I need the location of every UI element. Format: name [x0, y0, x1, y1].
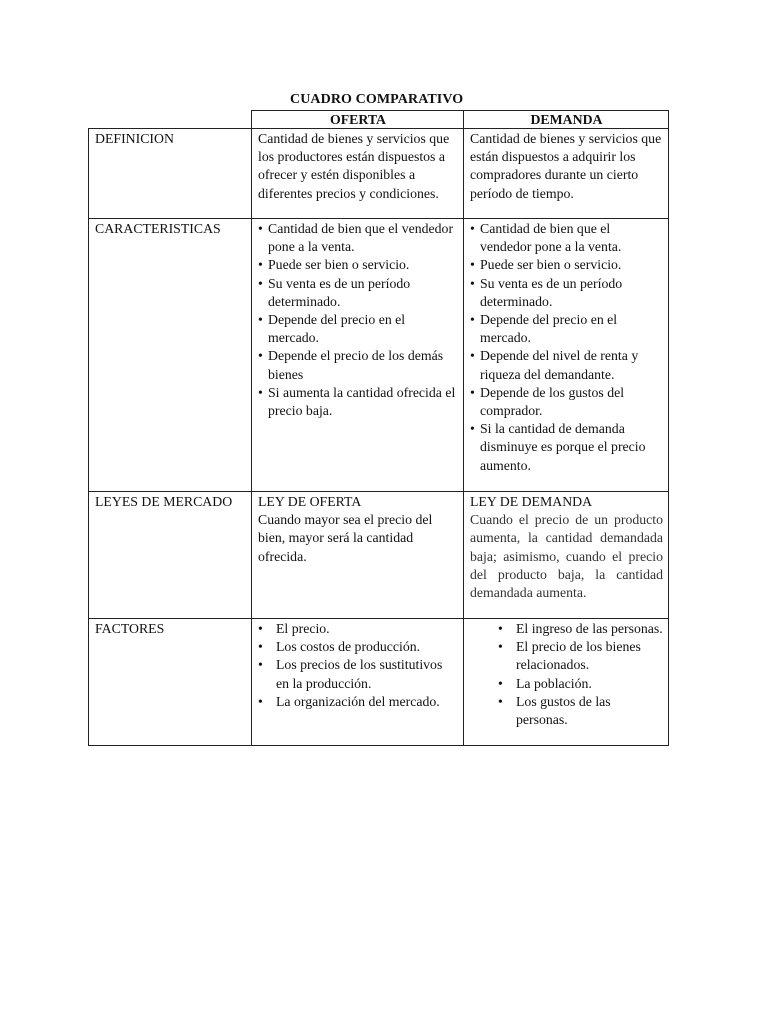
list-item: • La organización del mercado.: [258, 693, 458, 711]
list-item: • Depende del nivel de renta y riqueza del demandante.: [470, 347, 663, 383]
list-item: • Cantidad de bien que el vendedor pone a la venta.: [258, 220, 458, 256]
definicion-oferta-cell: Cantidad de bienes y servicios que los productores están dispuestos a ofrecer y estén disponibles a diferentes precios y condiciones.: [252, 129, 464, 219]
factores-oferta-cell: [252, 619, 464, 746]
caracteristicas-demanda-list: [470, 220, 663, 475]
row-factores: [89, 619, 669, 746]
list-item: • Depende de los gustos del comprador.: [470, 384, 663, 420]
definicion-demanda-cell: Cantidad de bienes y servicios que están dispuestos a adquirir los compradores durante un cierto período de tiempo.: [464, 129, 669, 219]
list-item: • El ingreso de las personas.: [498, 620, 663, 638]
list-item: • Los precios de los sustitutivos en la producción.: [258, 656, 458, 692]
list-item: • Su venta es de un período determinado.: [470, 275, 663, 311]
list-item: • Depende el precio de los demás bienes: [258, 347, 458, 383]
row-label-caracteristicas: CARACTERISTICAS: [89, 219, 252, 492]
factores-oferta-list: [258, 620, 458, 711]
row-definicion: [89, 129, 669, 219]
caracteristicas-oferta-list: [258, 220, 458, 420]
ley-demanda-text: Cuando el precio de un producto aumenta, la cantidad demandada baja; asimismo, cuando el precio del producto baja, la cantidad demandada aumenta.: [470, 512, 663, 601]
list-item: • Si aumenta la cantidad ofrecida el precio baja.: [258, 384, 458, 420]
leyes-oferta-cell: [252, 492, 464, 619]
header-empty-cell: [89, 111, 252, 129]
factores-demanda-list: [470, 620, 663, 729]
row-label-factores: FACTORES: [89, 619, 252, 746]
list-item: • Los costos de producción.: [258, 638, 458, 656]
column-header-oferta: OFERTA: [252, 111, 464, 129]
row-leyes-de-mercado: [89, 492, 669, 619]
ley-oferta-text: Cuando mayor sea el precio del bien, mayor será la cantidad ofrecida.: [258, 512, 433, 564]
row-label-definicion: DEFINICION: [89, 129, 252, 219]
comparison-table: [88, 110, 669, 746]
list-item: • Puede ser bien o servicio.: [470, 256, 663, 274]
caracteristicas-demanda-cell: [464, 219, 669, 492]
list-item: • Su venta es de un período determinado.: [258, 275, 458, 311]
list-item: • Cantidad de bien que el vendedor pone a la venta.: [470, 220, 663, 256]
factores-demanda-cell: [464, 619, 669, 746]
document-title: CUADRO COMPARATIVO: [290, 92, 464, 107]
row-caracteristicas: [89, 219, 669, 492]
list-item: • Depende del precio en el mercado.: [470, 311, 663, 347]
caracteristicas-oferta-cell: [252, 219, 464, 492]
list-item: • El precio de los bienes relacionados.: [498, 638, 663, 674]
list-item: • Depende del precio en el mercado.: [258, 311, 458, 347]
list-item: • La población.: [498, 675, 663, 693]
list-item: • Los gustos de las personas.: [498, 693, 663, 729]
header-row: [89, 111, 669, 129]
row-label-leyes: LEYES DE MERCADO: [89, 492, 252, 619]
list-item: • Puede ser bien o servicio.: [258, 256, 458, 274]
ley-demanda-title: LEY DE DEMANDA: [470, 494, 593, 509]
list-item: • El precio.: [258, 620, 458, 638]
column-header-demanda: DEMANDA: [464, 111, 669, 129]
ley-oferta-title: LEY DE OFERTA: [258, 494, 362, 509]
list-item: • Si la cantidad de demanda disminuye es porque el precio aumento.: [470, 420, 663, 475]
leyes-demanda-cell: [464, 492, 669, 619]
